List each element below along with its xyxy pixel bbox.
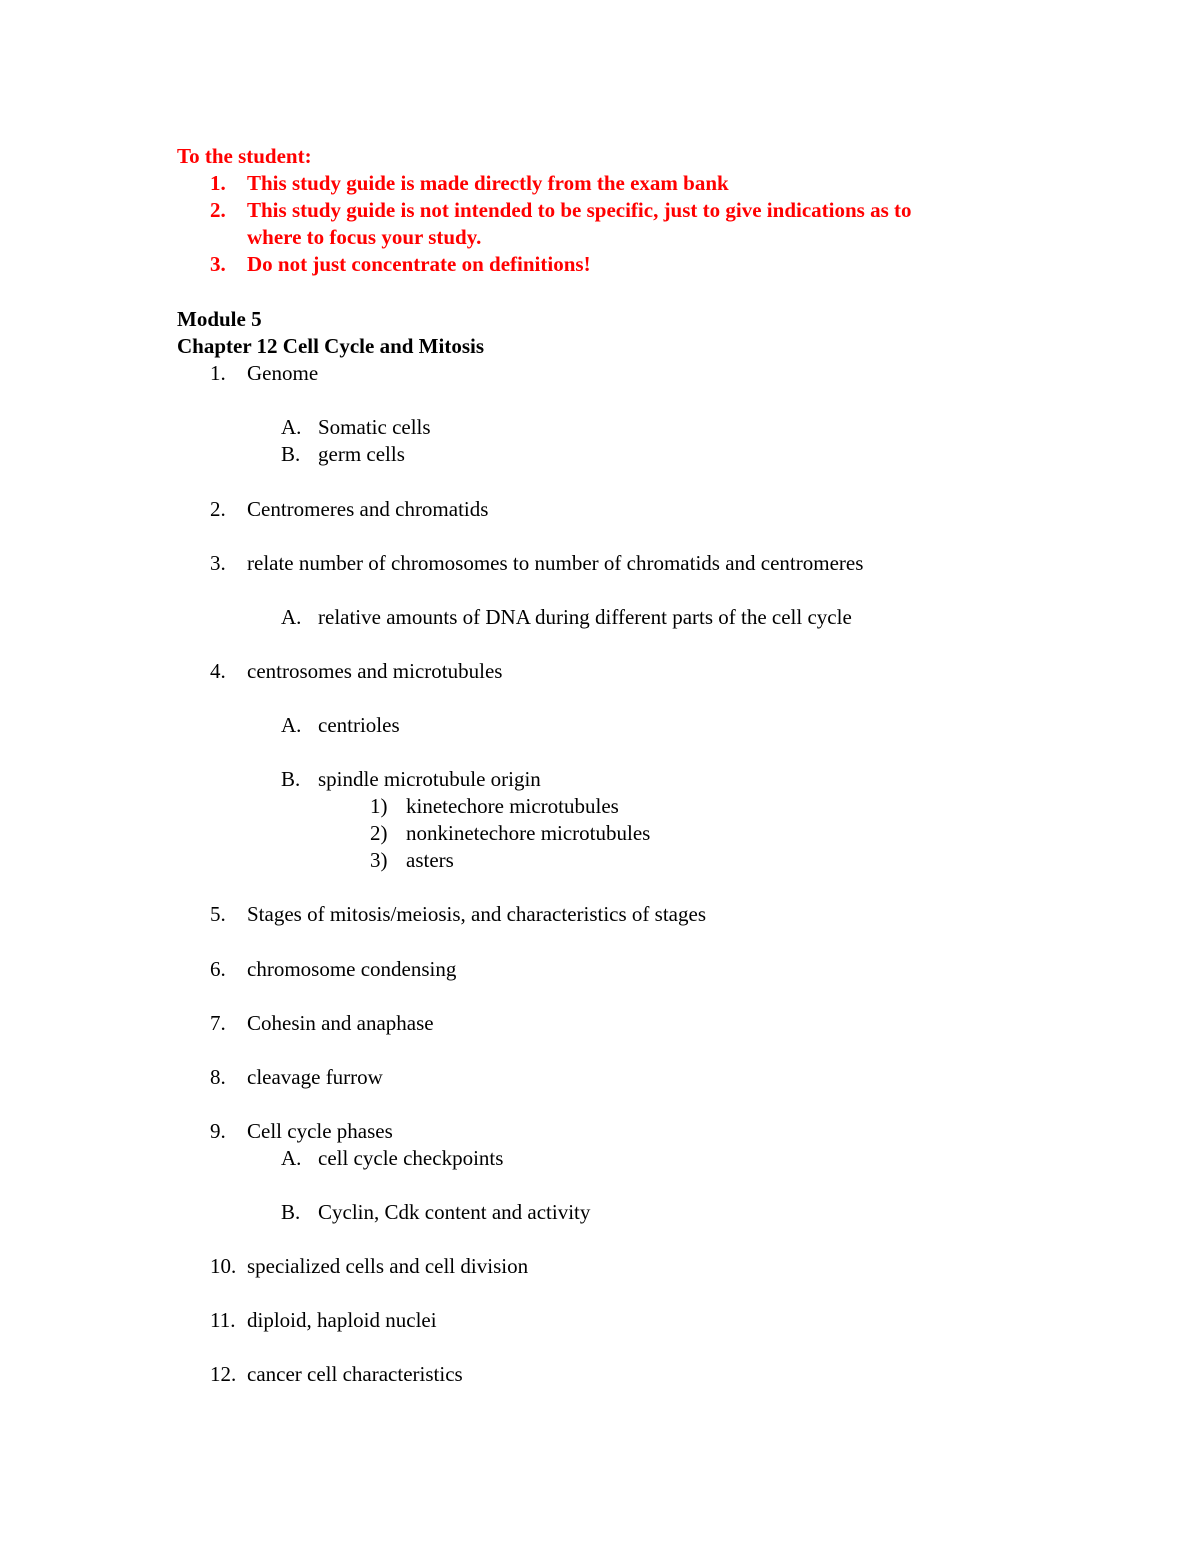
outline-item-text: centrosomes and microtubules [247, 659, 503, 683]
intro-item-number: 3. [210, 252, 226, 276]
outline-item-text: Cyclin, Cdk content and activity [318, 1200, 591, 1224]
outline-item-text: cancer cell characteristics [247, 1362, 463, 1386]
outline-item-number: 2. [210, 497, 226, 521]
outline-item-text: centrioles [318, 713, 400, 737]
outline-item-number: 1) [370, 794, 388, 818]
outline-item-number: A. [281, 713, 302, 737]
outline-item-number: B. [281, 442, 301, 466]
chapter-title: Chapter 12 Cell Cycle and Mitosis [177, 334, 485, 358]
intro-item-number: 1. [210, 171, 226, 195]
outline-item-number: 8. [210, 1065, 226, 1089]
outline-item-number: B. [281, 767, 301, 791]
outline-item-number: A. [281, 415, 302, 439]
outline-item-text: Centromeres and chromatids [247, 497, 489, 521]
outline-item-text: Stages of mitosis/meiosis, and characteristics of stages [247, 902, 706, 926]
outline-item-number: 9. [210, 1119, 226, 1143]
outline-item-text: diploid, haploid nuclei [247, 1308, 437, 1332]
intro-item-text: Do not just concentrate on definitions! [247, 252, 591, 276]
outline-item-text: specialized cells and cell division [247, 1254, 529, 1278]
outline-item-text: Cell cycle phases [247, 1119, 393, 1143]
outline-item-number: 2) [370, 821, 388, 845]
outline-item-text: spindle microtubule origin [318, 767, 541, 791]
outline-item-text: Cohesin and anaphase [247, 1011, 434, 1035]
outline-item-number: B. [281, 1200, 301, 1224]
outline-item-text: relative amounts of DNA during different parts of the cell cycle [318, 605, 852, 629]
outline-item-number: 3. [210, 551, 226, 575]
outline-item-number: A. [281, 1146, 302, 1170]
outline-item-text: Somatic cells [318, 415, 431, 439]
outline-item-number: 5. [210, 902, 226, 926]
outline-item-text: cell cycle checkpoints [318, 1146, 504, 1170]
outline-item-number: A. [281, 605, 302, 629]
outline-item-text: kinetechore microtubules [406, 794, 619, 818]
outline-item-text: Genome [247, 361, 319, 385]
outline-item-text: chromosome condensing [247, 957, 457, 981]
outline-item-number: 12. [210, 1362, 237, 1386]
outline-item-number: 1. [210, 361, 226, 385]
outline-item-number: 3) [370, 848, 388, 872]
outline-item-text: nonkinetechore microtubules [406, 821, 651, 845]
outline-item-number: 6. [210, 957, 226, 981]
outline-item-text: cleavage furrow [247, 1065, 383, 1089]
intro-item-text: This study guide is made directly from the exam bank [247, 171, 729, 195]
outline-item-number: 4. [210, 659, 226, 683]
outline-item-number: 10. [210, 1254, 237, 1278]
intro-item-number: 2. [210, 198, 226, 222]
module-title: Module 5 [177, 307, 262, 331]
intro-item-continuation: where to focus your study. [247, 225, 482, 249]
outline-item-text: relate number of chromosomes to number of chromatids and centromeres [247, 551, 864, 575]
outline-item-text: asters [406, 848, 454, 872]
outline-item-text: germ cells [318, 442, 405, 466]
intro-heading: To the student: [177, 144, 312, 168]
intro-item-text: This study guide is not intended to be specific, just to give indications as to [247, 198, 912, 222]
outline-item-number: 7. [210, 1011, 226, 1035]
outline-item-number: 11. [210, 1308, 236, 1332]
